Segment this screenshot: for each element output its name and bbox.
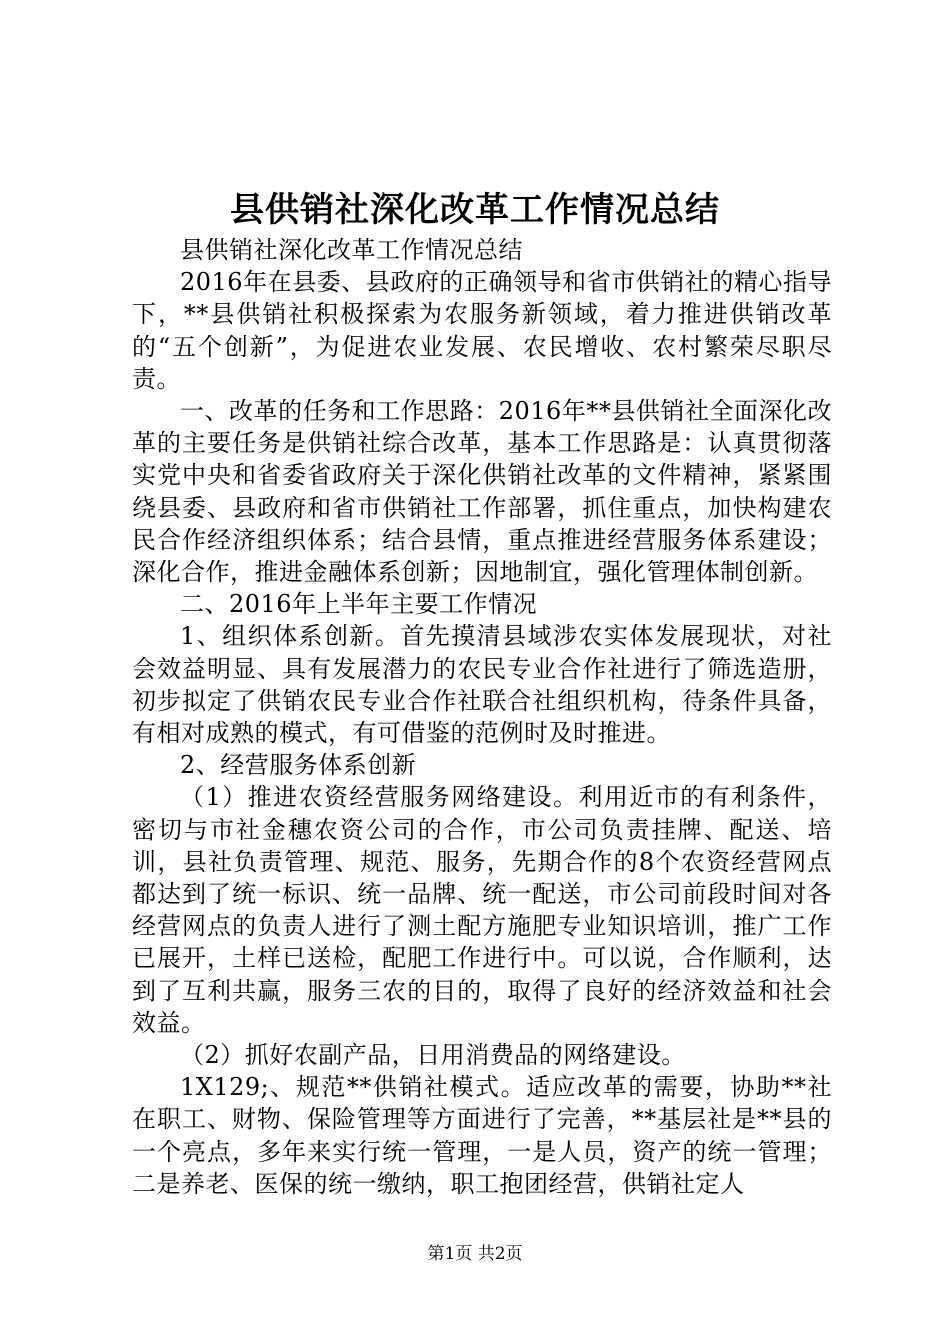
paragraph-item-1: 1、组织体系创新。首先摸清县域涉农实体发展现状，对社会效益明显、具有发展潜力的农民专业合作社进行了筛选造册，初步拟定了供销农民专业合作社联合社组织机构，待条件具备，有相对成熟的模式，有可借鉴的范例时及时推进。: [132, 622, 832, 748]
page-footer: 第1页 共2页: [427, 1244, 523, 1264]
document-title: 县供销社深化改革工作情况总结: [230, 190, 720, 230]
paragraph-intro: 2016年在县委、县政府的正确领导和省市供销社的精心指导下，**县供销社积极探索为农服务新领域，着力推进供销改革的“五个创新”，为促进农业发展、农民增收、农村繁荣尽职尽责。: [132, 268, 832, 393]
paragraph-item-2-heading: 2、经营服务体系创新: [180, 751, 417, 780]
paragraph-item-2-1: （1）推进农资经营服务网络建设。利用近市的有利条件，密切与市社金穗农资公司的合作，市公司负责挂牌、配送、培训，县社负责管理、规范、服务，先期合作的8个农资经营网点都达到了统一标识、统一品牌、统一配送，市公司前段时间对各经营网点的负责人进行了测土配方施肥专业知识培训，推广工作已展开，土样已送检，配肥工作进行中。可以说，合作顺利，达到了互利共赢，服务三农的目的，取得了良好的经济效益和社会效益。: [132, 783, 832, 1037]
paragraph-item-3: 1X129;、规范**供销社模式。适应改革的需要，协助**社在职工、财物、保险管理等方面进行了完善，**基层社是**县的一个亮点，多年来实行统一管理，一是人员，资产的统一管理；二是养老、医保的统一缴纳，职工抱团经营，供销社定人: [132, 1073, 832, 1198]
paragraph-subtitle: 县供销社深化改革工作情况总结: [180, 236, 523, 264]
document-body: [132, 234, 832, 1200]
paragraph-section-1: 一、改革的任务和工作思路：2016年**县供销社全面深化改革的主要任务是供销社综合改革，基本工作思路是：认真贯彻落实党中央和省委省政府关于深化供销社改革的文件精神，紧紧围绕县委、县政府和省市供销社工作部署，抓住重点，加快构建农民合作经济组织体系；结合县情，重点推进经营服务体系建设；深化合作，推进金融体系创新；因地制宜，强化管理体制创新。: [132, 397, 832, 587]
paragraph-section-2-heading: 二、2016年上半年主要工作情况: [180, 590, 538, 619]
paragraph-item-2-2: （2）抓好农副产品，日用消费品的网络建设。: [180, 1041, 686, 1070]
